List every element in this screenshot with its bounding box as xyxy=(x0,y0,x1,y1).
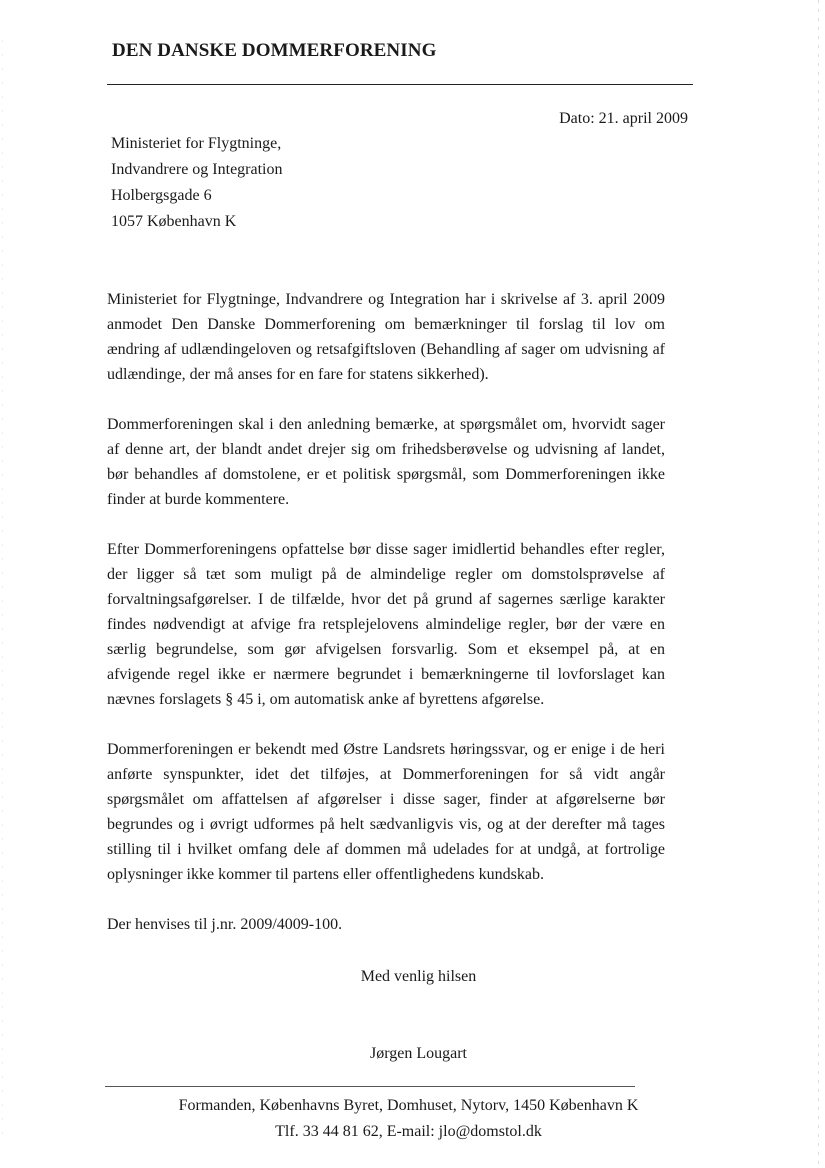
address-line: Indvandrere og Integration xyxy=(111,161,283,178)
body-paragraph: Ministeriet for Flygtninge, Indvandrere og Integration har i skrivelse af 3. april 2009 anmodet Den Danske Dommerforening om bemærkninger til forslag til lov om ændring af udlændingeloven og retsafgiftsloven (Behandling af sager om udvisning af udlændinge, der må anses for en fare for statens sikkerhed). xyxy=(107,291,665,383)
closing-greeting: Med venlig hilsen xyxy=(360,968,477,985)
address-line: Holbergsgade 6 xyxy=(111,187,212,204)
letter-body xyxy=(107,287,665,937)
footer-address: Formanden, Københavns Byret, Domhuset, Nytorv, 1450 København K xyxy=(178,1097,639,1114)
scan-edge-right xyxy=(818,0,819,1168)
recipient-address xyxy=(111,131,282,235)
body-paragraph: Dommerforeningen er bekendt med Østre Landsrets høringssvar, og er enige i de heri anførte synspunkter, idet det tilføjes, at Dommerforeningen for så vidt angår spørgsmålet om affattelsen af afgørelser i disse sager, finder at afgørelserne bør begrundes og i øvrigt udformes på helt sædvanligvis vis, og at der derefter må tages stilling til i hvilket omfang dele af dommen må udelades for at undgå, at fortrolige oplysninger ikke kommer til partens eller offentlighedens kundskab. xyxy=(107,741,665,883)
letter-date: Dato: 21. april 2009 xyxy=(559,110,688,127)
body-paragraph: Efter Dommerforeningens opfattelse bør disse sager imidlertid behandles efter regler, der ligger så tæt som muligt på de almindelige regler om domstolsprøvelse af forvaltningsafgørelser. I de tilfælde, hvor det på grund af sagernes særlige karakter findes nødvendigt at afvige fra retsplejelovens almindelige regler, bør der være en særlig begrundelse, som gør afvigelsen forsvarlig. Som et eksempel på, at en afvigende regel ikke er nærmere begrundet i bemærkningerne til lovforslaget kan nævnes forslagets § 45 i, om automatisk anke af byrettens afgørelse. xyxy=(107,541,665,708)
address-line: Ministeriet for Flygtninge, xyxy=(111,135,282,152)
signatory-name: Jørgen Lougart xyxy=(369,1045,467,1062)
address-line: 1057 København K xyxy=(111,213,237,230)
letterhead-title: DEN DANSKE DOMMERFORENING xyxy=(112,40,437,61)
scan-edge-left xyxy=(2,40,3,1140)
footer-contact: Tlf. 33 44 81 62, E-mail: jlo@domstol.dk xyxy=(275,1123,542,1140)
footer-divider xyxy=(105,1086,635,1087)
reference-line: Der henvises til j.nr. 2009/4009-100. xyxy=(107,916,343,933)
body-paragraph: Dommerforeningen skal i den anledning bemærke, at spørgsmålet om, hvorvidt sager af denne art, der blandt andet drejer sig om frihedsberøvelse og udvisning af landet, bør behandles af domstolene, er et politisk spørgsmål, som Dommerforeningen ikke finder at burde kommentere. xyxy=(107,416,665,508)
letterhead-divider xyxy=(107,84,693,85)
